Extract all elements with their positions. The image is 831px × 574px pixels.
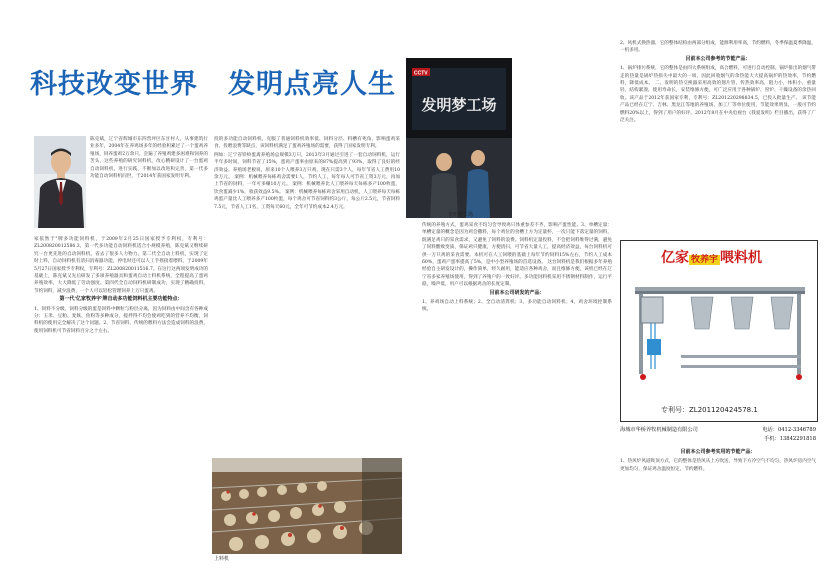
portrait-illustration bbox=[34, 136, 86, 228]
page-headline bbox=[30, 62, 396, 101]
phone-label: 电话： bbox=[762, 427, 778, 433]
ad-patent-number: 专利号：ZL201120424578.1 bbox=[661, 406, 758, 414]
tv-screen-title: 发明梦工场 bbox=[421, 96, 497, 114]
chicken-cage-photo bbox=[212, 458, 402, 554]
company-name: 海城市华桥养牧机械制造有限公司 bbox=[620, 427, 698, 433]
column3-body: 传统的养殖方式，蛋鸡采食不均匀会导致鸡只体重参差不齐，影响产蛋性能。3、单槽定量：单槽定量的概念是因为鸡会撒料，每个鸡位的食槽上方为定量杯，一次只能下落定量的饲料，既满足鸡只的采食需求，又避免了饲料的浪费。饲料机定量投料，不会把饲料堆得过满，避免了饲料酸败变质，保证鸡只健康，方便清扫，可节省大量人工，提高经济效益，每台饲料机可供一万只鸡的采食需要。本机可在人工饲喂的基础上每年节约饲料15%左右，节约人工成本60%，蛋鸡产蛋率提高了5%，是中小型养殖场的首选设备。 这台饲料机是我们根据多年养殖经验自主研发设计的，操作简单，经久耐用，能适应各种鸡舍，而且维修方便。该机已经在辽宁省多家养殖场使用，得到了养殖户的一致好评。多功能饲料机采用不锈钢材料制作，运行平稳，噪声低，用户可以根据鸡舍的长度定制。 bbox=[422, 223, 612, 288]
mobile-group bbox=[764, 435, 816, 444]
ad-brand-title bbox=[661, 247, 762, 267]
article-column-2 bbox=[214, 136, 400, 452]
column4-body: 1、锅炉排污系统，它的整体是由四大系统组成，高合燃料，可进行自动控制。锅炉排出的烟气带走的热量是锅炉热损失中最大的一项，因此回收烟气的余热能大大提高锅炉的热效率，节约燃料，降低成本。 二、发明的热交换器采用高效的翅片管，传热效率高，阻力小，体积小，重量轻，结构紧凑，使用寿命长，安装维修方便，可广泛应用于各种锅炉、窑炉、干燥设备的余热回收。该产品于2012年获国家专利，专利号：ZL201220298834.5，已投入批量生产。 该节能产品已经在辽宁、吉林、黑龙江等地的养殖场、加工厂等单位使用，节能效果明显，一般可节约燃料20%以上，得到了用户的好评。2012年8月在中央电视台《我爱发明》栏目播出，获得了广泛关注。 bbox=[620, 66, 816, 124]
column4-list: 1、热风炉风道吸顶方式，它的整体是热风从上方吹送，导致下方冷空气不均匀，热风炉房内空气更加均匀，保证鸡舍温度恒定，节约燃料。 bbox=[620, 459, 816, 472]
column1-body: 家依然于"牌多功能饲料机，于2009年2月25日国家授予专利权，专利号：ZL200820012586.3，第一代多功能自动饲料机适合小规模养殖，陈克斌又继续研究一台更先进的自动饲料机，省去了很多人力物力，第二代全自动上料机，实现了定时上料，自动饲料机有清扫消毒器功能，停电时还可以人工手摇接着喂料，于2009年5月27日国家授予专利权，专利号：ZL200820011516.7。在这行这两项发明成功的基础上，陈克斌又先后研发了多项养殖器具和蛋鸡自动上料机系统，全程提高了蛋鸡养殖效率，大大降低了劳动强度。第四代全自动饲料机研制成功，实现了精确投料，节约饲料，减少浪费，一个人可以轻松管理饲养上万只蛋鸡。 bbox=[34, 237, 208, 294]
product-ad-box bbox=[620, 240, 818, 422]
chicken-cage-illustration bbox=[212, 458, 402, 554]
feeder-machine-illustration bbox=[621, 269, 817, 389]
contact-row-2 bbox=[620, 435, 816, 444]
ad-brand-tail: 喂料机 bbox=[720, 250, 763, 266]
column1-list: 1、饲料不分级，饲料分级的蛋是饲料中颗粒与粉层分离，因为饲料由中间含有各种成分：玉米、豆粕、麦麸、鱼粉等多种成分，搅拌得不均会使鸡吃到的营养不均衡，饲料机的使用完全解决了这个问题。2、节省饲料，传统的喂料方法会造成饲料的浪费，使用饲料机可节省饲料百分之十左右。 bbox=[34, 306, 208, 334]
cctv-logo-text: CCTV bbox=[414, 70, 428, 77]
article-column-3 bbox=[422, 222, 612, 562]
contact-row-1 bbox=[620, 426, 816, 435]
phone-number: 0412-3346789 bbox=[777, 427, 816, 433]
phone-group bbox=[762, 426, 816, 435]
column4-subhead2: 目前本公司参考实用的节能产品： bbox=[680, 449, 756, 455]
portrait-photo bbox=[34, 136, 86, 228]
mobile-label: 手机： bbox=[764, 436, 780, 442]
mobile-number: 13842291818 bbox=[779, 436, 816, 442]
column3-list: 1、养鸡场自动上料系统；2、全自动清粪机；3、多功能自动饲料机；4、鸡舍环境控制系统。 bbox=[422, 300, 612, 313]
column4-subhead1: 目前本公司参考的节能产品： bbox=[685, 55, 751, 62]
article-column-4 bbox=[620, 40, 816, 236]
column2-body: 例如：辽宁省铁岭蛋禽养殖场总规模3万只，2013年3月通过引进了一套自动饲料机，运行半年多时间，饲料节省了15%，蛋鸡产蛋率由原来的87%提高到了93%，取得了良好的经济效益。养殖场老板说，原来10个人喂养3万只鸡，现在只需3个人，每年节省人工费用10余万元。 案例：机械喂养每栋鸡舍需要1人，节约人工，每年每人可节省工资3万元，再加上节省的饲料，一年可多赚10万元。 案例：机械喂养比人工喂养每天每栋多产100枚蛋，饮食蛋减少1%，收获效益9.5%。 案例：机械喂养每栋鸡舍采用自动机，人工喂养每天每栋鸡蛋产量比人工喂养多产100枚蛋，每个鸡舍可节省饲料约3公斤，每公斤2.5元，节省饲料7.5元，节省人工1名，工资每天60元，全年可节约成本2.4万元。 bbox=[214, 152, 400, 210]
tv-photo-caption: 发明梦工场 bbox=[448, 212, 474, 218]
article-column-4-bottom bbox=[620, 448, 816, 560]
article-column-1-body bbox=[34, 236, 208, 562]
column1-intro: 陈克斌，辽宁省辉城市东四营坪区东甘村人，从事建筑行业多年，2004年在养鸡场多年的经验积累过了一个蛋鸡养殖场，饲养蛋鸡2万余只，尝遍了养殖鸡建多困难和饲养的苦头，这些养殖的研究饲料机，改心精研设计了一台蛋鸡自动饲料机，进行实践，不断加以改进和完善，第一代多功能自动饲料机问世，于2014年获国家发明专利。 bbox=[90, 137, 208, 180]
column3-subhead: 目前本公司研发的产品： bbox=[489, 289, 545, 296]
ad-brand-mid: 牧养宇 bbox=[691, 254, 719, 265]
tv-show-illustration bbox=[406, 58, 512, 218]
headline-part1: 科技改变世界 bbox=[30, 69, 198, 100]
ad-brand-main: 亿家 bbox=[661, 250, 689, 266]
column1-subhead: 第一代'亿家牧养宇'牌自动多功能饲料机主要功能特点： bbox=[59, 296, 183, 303]
contact-block bbox=[620, 426, 816, 444]
headline-part2: 发明点亮人生 bbox=[228, 69, 396, 100]
chicken-photo-caption: 上料机 bbox=[214, 556, 230, 562]
article-column-1 bbox=[90, 136, 208, 236]
column4-intro: 2、风机式换热器，它的整体结构由两部分组成，能源利用率高，节约燃料，冬季保温夏季降温，一机多用。 bbox=[620, 41, 816, 54]
tv-show-photo bbox=[406, 58, 512, 218]
column2-intro: 投的多功能自动饲料机，克服了普通饲料机效率低、饲料分层、料槽有死角、影响蛋鸡采食、投喂浪费等缺点，该饲料机满足了蛋鸡养殖场的需要，获得了国家发明专利。 bbox=[214, 137, 400, 150]
